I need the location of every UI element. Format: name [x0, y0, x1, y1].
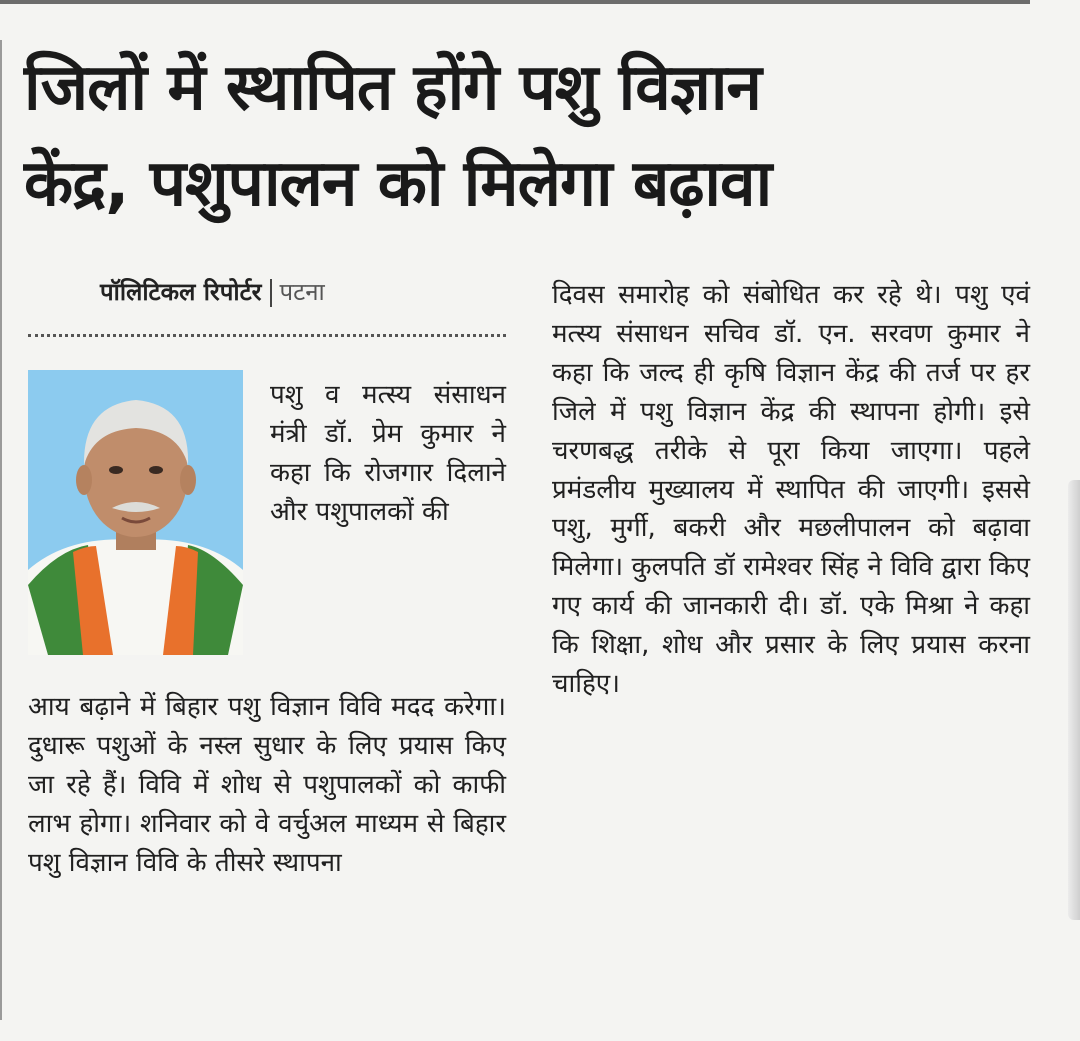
byline-location: पटना [279, 278, 325, 306]
article-body-right [552, 276, 1030, 704]
article-body-left-top [270, 376, 506, 532]
article-headline [24, 40, 1024, 232]
paragraph-left-continued: आय बढ़ाने में बिहार पशु विज्ञान विवि मदद करेगा। दुधारू पशुओं के नस्ल सुधार के लिए प्रयास किए जा रहे हैं। विवि में शोध से पशुपालकों को काफी लाभ होगा। शनिवार को वे वर्चुअल माध्यम से बिहार पशु विज्ञान विवि के तीसरे स्थापना [28, 692, 506, 878]
minister-portrait-photo [28, 370, 243, 655]
top-border-rule [0, 0, 1030, 4]
byline [100, 275, 325, 308]
byline-reporter: पॉलिटिकल रिपोर्टर [100, 278, 262, 306]
dotted-divider [28, 334, 506, 337]
article-body-left-bottom [28, 688, 506, 883]
byline-separator [270, 279, 272, 307]
paragraph-intro: पशु व मत्स्य संसाधन मंत्री डॉ. प्रेम कुमार ने कहा कि रोजगार दिलाने और पशुपालकों की [270, 380, 506, 527]
scroll-edge-shadow [1068, 480, 1080, 920]
headline-line-2: केंद्र, पशुपालन को मिलेगा बढ़ावा [24, 147, 772, 221]
left-column-rule [0, 40, 2, 1020]
paragraph-right-column: दिवस समारोह को संबोधित कर रहे थे। पशु एवं मत्स्य संसाधन सचिव डॉ. एन. सरवण कुमार ने कहा कि जल्द ही कृषि विज्ञान केंद्र की तर्ज पर हर जिले में पशु विज्ञान केंद्र की स्थापना होगी। इसे चरणबद्ध तरीके से पूरा किया जाएगा। पहले प्रमंडलीय मुख्यालय में स्थापित की जाएगी। इससे पशु, मुर्गी, बकरी और मछलीपालन को बढ़ावा मिलेगा। कुलपति डॉ रामेश्वर सिंह ने विवि द्वारा किए गए कार्य की जानकारी दी। डॉ. एके मिश्रा ने कहा कि शिक्षा, शोध और प्रसार के लिए प्रयास करना चाहिए। [552, 280, 1030, 700]
headline-line-1: जिलों में स्थापित होंगे पशु विज्ञान [24, 51, 761, 125]
portrait-illustration [28, 370, 243, 655]
